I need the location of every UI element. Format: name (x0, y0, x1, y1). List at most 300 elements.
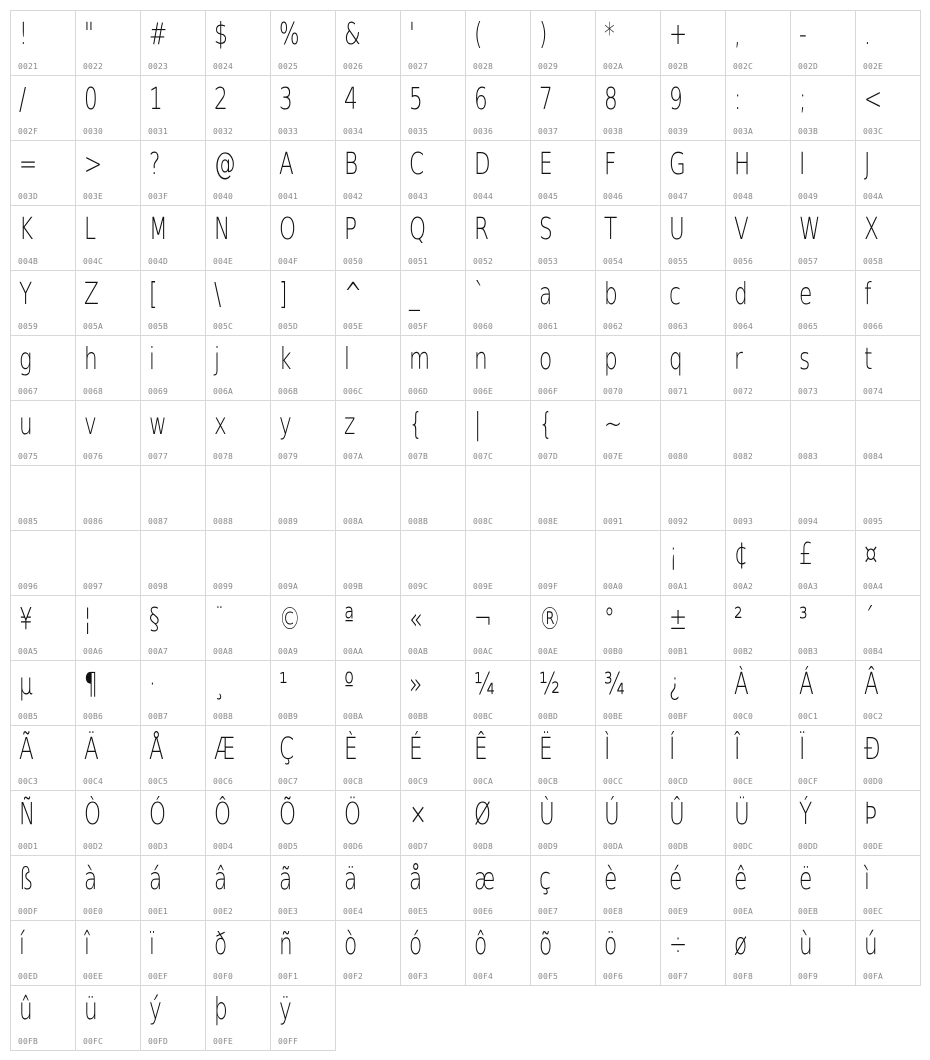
glyph-codepoint: 0043 (408, 192, 429, 201)
glyph-codepoint: 0039 (668, 127, 689, 136)
glyph-cell (595, 790, 661, 856)
glyph-char: ¼ (474, 667, 495, 702)
glyph-cell (140, 400, 206, 466)
glyph-cell (725, 335, 791, 401)
glyph-cell (855, 270, 921, 336)
glyph-char: ¢ (734, 537, 748, 572)
glyph-char: q (669, 342, 683, 377)
glyph-char: ¿ (669, 667, 681, 702)
glyph-cell (530, 400, 596, 466)
glyph-char: ø (734, 927, 748, 962)
glyph-cell (660, 10, 726, 76)
glyph-codepoint: 00B3 (798, 647, 819, 656)
glyph-char: ¹ (279, 667, 288, 702)
glyph-char: 3 (279, 82, 293, 117)
glyph-cell (465, 270, 531, 336)
glyph-cell (335, 530, 401, 596)
glyph-char: z (344, 407, 356, 442)
glyph-cell (465, 790, 531, 856)
glyph-codepoint: 0056 (733, 257, 754, 266)
glyph-codepoint: 00DE (863, 842, 884, 851)
glyph-codepoint: 0023 (148, 62, 169, 71)
glyph-cell (400, 270, 466, 336)
glyph-cell (790, 790, 856, 856)
glyph-codepoint: 0033 (278, 127, 299, 136)
glyph-codepoint: 004F (278, 257, 299, 266)
glyph-char: { (409, 407, 423, 442)
glyph-cell (725, 920, 791, 986)
glyph-codepoint: 00B7 (148, 712, 169, 721)
glyph-codepoint: 00A8 (213, 647, 234, 656)
glyph-codepoint: 00AE (538, 647, 559, 656)
glyph-codepoint: 00A0 (603, 582, 624, 591)
glyph-char: û (19, 992, 33, 1027)
glyph-codepoint: 00FC (83, 1037, 104, 1046)
glyph-char: # (149, 17, 168, 52)
glyph-cell (140, 10, 206, 76)
glyph-cell (140, 985, 206, 1051)
glyph-cell (400, 205, 466, 271)
glyph-codepoint: 00CC (603, 777, 624, 786)
glyph-cell (75, 140, 141, 206)
glyph-cell (335, 400, 401, 466)
glyph-char: f (864, 277, 872, 312)
glyph-cell (205, 790, 271, 856)
glyph-codepoint: 0057 (798, 257, 819, 266)
glyph-codepoint: 0047 (668, 192, 689, 201)
glyph-char: 2 (214, 82, 228, 117)
glyph-cell (140, 205, 206, 271)
glyph-cell (270, 465, 336, 531)
glyph-codepoint: 0097 (83, 582, 104, 591)
glyph-codepoint: 0035 (408, 127, 429, 136)
glyph-cell (725, 790, 791, 856)
glyph-char: k (279, 342, 292, 377)
glyph-char: y (279, 407, 292, 442)
glyph-codepoint: 00A6 (83, 647, 104, 656)
glyph-cell (595, 10, 661, 76)
glyph-cell (660, 205, 726, 271)
glyph-codepoint: 005D (278, 322, 299, 331)
glyph-cell (465, 335, 531, 401)
glyph-char: H (734, 147, 751, 182)
glyph-char: p (604, 342, 618, 377)
glyph-char: N (214, 212, 231, 247)
glyph-char: £ (799, 537, 813, 572)
glyph-char: » (409, 667, 423, 702)
glyph-char: < (864, 82, 883, 117)
glyph-char: / (19, 82, 27, 117)
glyph-cell (595, 660, 661, 726)
glyph-char: V (734, 212, 749, 247)
glyph-cell (855, 400, 921, 466)
glyph-cell (10, 270, 76, 336)
glyph-codepoint: 003A (733, 127, 754, 136)
glyph-codepoint: 00D4 (213, 842, 234, 851)
glyph-cell (140, 595, 206, 661)
glyph-codepoint: 00CB (538, 777, 559, 786)
glyph-cell (75, 205, 141, 271)
glyph-cell (140, 790, 206, 856)
glyph-cell (75, 790, 141, 856)
glyph-char: ? (149, 147, 161, 182)
glyph-cell (400, 725, 466, 791)
glyph-codepoint: 00A1 (668, 582, 689, 591)
glyph-cell (465, 530, 531, 596)
glyph-char: ä (344, 862, 358, 897)
glyph-codepoint: 0082 (733, 452, 754, 461)
glyph-codepoint: 0034 (343, 127, 364, 136)
glyph-cell (205, 270, 271, 336)
glyph-codepoint: 007D (538, 452, 559, 461)
glyph-char: Y (19, 277, 33, 312)
glyph-cell (140, 725, 206, 791)
glyph-codepoint: 0080 (668, 452, 689, 461)
glyph-char: I (799, 147, 806, 182)
glyph-char: ) (539, 17, 548, 52)
glyph-cell (335, 10, 401, 76)
glyph-char: ò (344, 927, 358, 962)
glyph-codepoint: 0070 (603, 387, 624, 396)
glyph-codepoint: 0024 (213, 62, 234, 71)
glyph-cell (140, 530, 206, 596)
glyph-codepoint: 003E (83, 192, 104, 201)
glyph-char: ö (604, 927, 618, 962)
glyph-cell (790, 10, 856, 76)
glyph-char: o (539, 342, 553, 377)
glyph-cell (660, 140, 726, 206)
glyph-cell (10, 335, 76, 401)
glyph-char: Q (409, 212, 427, 247)
glyph-cell (530, 140, 596, 206)
glyph-codepoint: 00F2 (343, 972, 364, 981)
glyph-char: È (344, 732, 358, 767)
glyph-cell (790, 855, 856, 921)
glyph-cell (75, 920, 141, 986)
glyph-codepoint: 00A2 (733, 582, 754, 591)
glyph-cell (725, 10, 791, 76)
glyph-char: D (474, 147, 491, 182)
glyph-codepoint: 0036 (473, 127, 494, 136)
glyph-cell (855, 530, 921, 596)
glyph-codepoint: 00B8 (213, 712, 234, 721)
glyph-codepoint: 0096 (18, 582, 39, 591)
glyph-codepoint: 00A5 (18, 647, 39, 656)
glyph-cell (790, 75, 856, 141)
glyph-char: | (474, 407, 482, 442)
glyph-cell (725, 465, 791, 531)
glyph-char: _ (409, 277, 420, 312)
glyph-cell (400, 75, 466, 141)
glyph-char: ® (539, 602, 561, 637)
glyph-cell (855, 75, 921, 141)
glyph-codepoint: 00CD (668, 777, 689, 786)
glyph-char: c (669, 277, 681, 312)
glyph-cell (400, 465, 466, 531)
glyph-codepoint: 004D (148, 257, 169, 266)
glyph-char: M (149, 212, 168, 247)
glyph-char: Ü (734, 797, 750, 832)
glyph-char: Æ (214, 732, 236, 767)
glyph-cell (10, 10, 76, 76)
glyph-codepoint: 008B (408, 517, 429, 526)
glyph-cell (790, 270, 856, 336)
glyph-codepoint: 00DD (798, 842, 819, 851)
glyph-char: - (799, 17, 807, 52)
glyph-char: Ì (604, 732, 611, 767)
glyph-codepoint: 0068 (83, 387, 104, 396)
glyph-codepoint: 005B (148, 322, 169, 331)
glyph-codepoint: 00C7 (278, 777, 299, 786)
glyph-char: á (149, 862, 163, 897)
glyph-cell (10, 595, 76, 661)
glyph-cell (595, 530, 661, 596)
glyph-codepoint: 0052 (473, 257, 494, 266)
glyph-cell (400, 10, 466, 76)
glyph-char: å (409, 862, 423, 897)
glyph-codepoint: 00E6 (473, 907, 494, 916)
glyph-codepoint: 0076 (83, 452, 104, 461)
glyph-codepoint: 007A (343, 452, 364, 461)
glyph-char: ` (474, 277, 485, 312)
glyph-codepoint: 003F (148, 192, 169, 201)
glyph-char: 5 (409, 82, 423, 117)
glyph-char: O (279, 212, 297, 247)
glyph-cell (855, 920, 921, 986)
glyph-cell (465, 595, 531, 661)
glyph-cell (205, 140, 271, 206)
glyph-codepoint: 00AB (408, 647, 429, 656)
glyph-cell (10, 855, 76, 921)
glyph-codepoint: 0084 (863, 452, 884, 461)
glyph-char: A (279, 147, 294, 182)
glyph-char: © (279, 602, 301, 637)
glyph-cell (335, 465, 401, 531)
glyph-cell (140, 465, 206, 531)
glyph-cell (10, 465, 76, 531)
glyph-cell (205, 530, 271, 596)
glyph-cell (205, 920, 271, 986)
glyph-cell (205, 10, 271, 76)
glyph-char: É (409, 732, 423, 767)
glyph-codepoint: 00EA (733, 907, 754, 916)
glyph-codepoint: 0077 (148, 452, 169, 461)
glyph-cell (400, 530, 466, 596)
glyph-char: µ (19, 667, 33, 702)
glyph-cell (530, 660, 596, 726)
glyph-cell (725, 205, 791, 271)
glyph-codepoint: 0071 (668, 387, 689, 396)
glyph-codepoint: 0040 (213, 192, 234, 201)
glyph-cell (595, 595, 661, 661)
glyph-codepoint: 008A (343, 517, 364, 526)
glyph-codepoint: 0064 (733, 322, 754, 331)
glyph-cell (10, 530, 76, 596)
glyph-cell (725, 725, 791, 791)
glyph-codepoint: 0098 (148, 582, 169, 591)
glyph-cell (465, 855, 531, 921)
glyph-char: Î (734, 732, 741, 767)
glyph-cell (400, 855, 466, 921)
glyph-cell (530, 10, 596, 76)
glyph-cell (465, 205, 531, 271)
glyph-cell (660, 75, 726, 141)
glyph-char: ü (84, 992, 98, 1027)
glyph-cell (335, 790, 401, 856)
glyph-codepoint: 003C (863, 127, 884, 136)
glyph-char: ² (734, 602, 743, 637)
glyph-codepoint: 002D (798, 62, 819, 71)
glyph-codepoint: 00C6 (213, 777, 234, 786)
glyph-codepoint: 00F3 (408, 972, 429, 981)
glyph-char: ^ (344, 277, 363, 312)
glyph-cell (790, 595, 856, 661)
glyph-codepoint: 0021 (18, 62, 39, 71)
glyph-codepoint: 002A (603, 62, 624, 71)
glyph-char: · (149, 667, 156, 702)
glyph-cell (400, 660, 466, 726)
glyph-char: m (409, 342, 431, 377)
glyph-cell (725, 400, 791, 466)
glyph-codepoint: 00F9 (798, 972, 819, 981)
glyph-cell (725, 660, 791, 726)
glyph-codepoint: 00B9 (278, 712, 299, 721)
glyph-codepoint: 00D0 (863, 777, 884, 786)
glyph-char: þ (214, 992, 228, 1027)
glyph-char: W (799, 212, 821, 247)
glyph-char: 4 (344, 82, 358, 117)
glyph-char: ³ (799, 602, 808, 637)
glyph-cell (530, 465, 596, 531)
glyph-codepoint: 003D (18, 192, 39, 201)
glyph-codepoint: 008E (538, 517, 559, 526)
glyph-cell (725, 595, 791, 661)
glyph-char: 0 (84, 82, 98, 117)
glyph-cell (335, 595, 401, 661)
glyph-codepoint: 00E9 (668, 907, 689, 916)
glyph-codepoint: 00D6 (343, 842, 364, 851)
glyph-char: B (344, 147, 359, 182)
glyph-cell (335, 920, 401, 986)
glyph-grid (10, 10, 920, 1050)
glyph-cell (75, 530, 141, 596)
glyph-cell (140, 335, 206, 401)
glyph-char: ô (474, 927, 488, 962)
glyph-char: Ù (539, 797, 555, 832)
glyph-char: > (84, 147, 103, 182)
glyph-char: Ï (799, 732, 806, 767)
glyph-char: t (864, 342, 873, 377)
glyph-cell (790, 660, 856, 726)
glyph-codepoint: 00DA (603, 842, 624, 851)
glyph-codepoint: 0049 (798, 192, 819, 201)
glyph-codepoint: 00D2 (83, 842, 104, 851)
glyph-char: \ (214, 277, 222, 312)
glyph-char: 7 (539, 82, 553, 117)
glyph-codepoint: 00E1 (148, 907, 169, 916)
glyph-char: * (604, 17, 615, 52)
glyph-cell (270, 790, 336, 856)
glyph-codepoint: 0078 (213, 452, 234, 461)
glyph-cell (595, 335, 661, 401)
glyph-codepoint: 0099 (213, 582, 234, 591)
glyph-cell (270, 725, 336, 791)
glyph-cell (530, 725, 596, 791)
glyph-codepoint: 009C (408, 582, 429, 591)
glyph-char: [ (149, 277, 158, 312)
glyph-codepoint: 0094 (798, 517, 819, 526)
glyph-char: × (409, 797, 428, 832)
glyph-cell (660, 855, 726, 921)
glyph-char: ù (799, 927, 813, 962)
glyph-char: ¬ (474, 602, 493, 637)
glyph-codepoint: 00EC (863, 907, 884, 916)
glyph-cell (855, 660, 921, 726)
glyph-codepoint: 009E (473, 582, 494, 591)
glyph-char: ð (214, 927, 228, 962)
glyph-cell (75, 335, 141, 401)
glyph-char: à (84, 862, 98, 897)
glyph-codepoint: 00CE (733, 777, 754, 786)
glyph-char: Í (669, 732, 676, 767)
glyph-cell (270, 660, 336, 726)
glyph-codepoint: 00FB (18, 1037, 39, 1046)
glyph-cell (335, 855, 401, 921)
glyph-char: Ý (799, 797, 813, 832)
glyph-codepoint: 0048 (733, 192, 754, 201)
glyph-codepoint: 00BC (473, 712, 494, 721)
glyph-codepoint: 00A4 (863, 582, 884, 591)
glyph-char: L (84, 212, 97, 247)
glyph-cell (335, 140, 401, 206)
glyph-codepoint: 009A (278, 582, 299, 591)
glyph-codepoint: 00E5 (408, 907, 429, 916)
glyph-cell (595, 400, 661, 466)
glyph-cell (725, 530, 791, 596)
glyph-codepoint: 00B6 (83, 712, 104, 721)
glyph-char: T (604, 212, 618, 247)
glyph-codepoint: 0058 (863, 257, 884, 266)
glyph-char: , (734, 17, 741, 52)
glyph-cell (530, 595, 596, 661)
glyph-codepoint: 00C8 (343, 777, 364, 786)
glyph-codepoint: 005C (213, 322, 234, 331)
glyph-codepoint: 00E0 (83, 907, 104, 916)
glyph-codepoint: 00BE (603, 712, 624, 721)
glyph-char: C (409, 147, 425, 182)
glyph-codepoint: 00B4 (863, 647, 884, 656)
glyph-char: ( (474, 17, 483, 52)
glyph-codepoint: 0085 (18, 517, 39, 526)
glyph-codepoint: 0038 (603, 127, 624, 136)
glyph-char: i (149, 342, 156, 377)
glyph-cell (595, 140, 661, 206)
glyph-codepoint: 007C (473, 452, 494, 461)
glyph-cell (725, 75, 791, 141)
glyph-cell (270, 920, 336, 986)
glyph-cell (530, 920, 596, 986)
glyph-codepoint: 0031 (148, 127, 169, 136)
glyph-char: @ (214, 147, 236, 182)
glyph-codepoint: 00E7 (538, 907, 559, 916)
glyph-codepoint: 00EB (798, 907, 819, 916)
glyph-char: ' (409, 17, 415, 52)
glyph-codepoint: 006C (343, 387, 364, 396)
glyph-char: ñ (279, 927, 293, 962)
glyph-char: ê (734, 862, 748, 897)
glyph-cell (140, 920, 206, 986)
glyph-cell (75, 465, 141, 531)
